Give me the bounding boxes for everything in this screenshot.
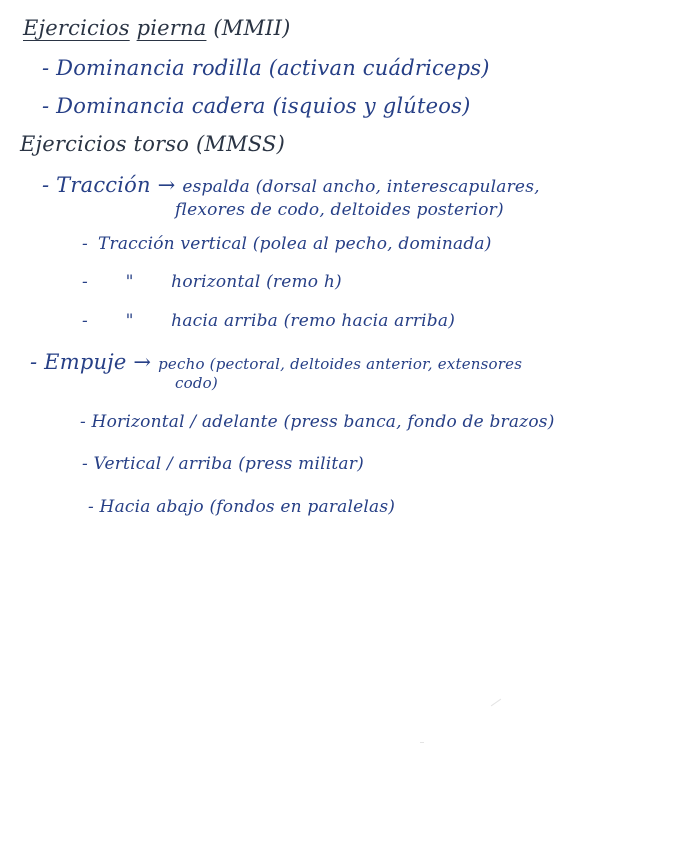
heading-legs-word2: pierna [136,16,207,40]
heading-legs [23,18,291,39]
legs-item-knee: - Dominancia rodilla (activan cuádriceps) [42,56,490,80]
traccion-label [42,175,540,196]
traccion-sub-horizontal-text: horizontal (remo h) [171,272,342,292]
dash: - [82,234,88,254]
empuje-desc-line1: pecho (pectoral, deltoides anterior, extensores [158,355,523,373]
ditto-mark: " [125,311,134,331]
empuje-label [30,352,522,373]
traccion-arrow-icon: → [157,173,176,197]
empuje-sub-vertical: - Vertical / arriba (press militar) [82,454,364,474]
dash: - [82,272,88,292]
traccion-sub-up-text: hacia arriba (remo hacia arriba) [171,311,456,331]
traccion-sub-up [82,313,455,330]
traccion-sub-vertical [82,236,492,253]
stray-mark [491,699,501,707]
empuje-sub-down: - Hacia abajo (fondos en paralelas) [88,497,396,517]
stray-mark [420,742,424,743]
traccion-desc-line1: espalda (dorsal ancho, interescapulares, [182,177,540,197]
legs-item-hip: - Dominancia cadera (isquios y glúteos) [42,94,471,118]
ditto-mark: " [125,272,134,292]
heading-torso: Ejercicios torso (MMSS) [20,132,285,156]
empuje-desc-line2: codo) [175,374,218,392]
empuje-arrow-icon: → [133,350,152,374]
heading-legs-tag: (MMII) [213,16,291,40]
traccion-sub-horizontal [82,274,342,291]
traccion-label-text: - Tracción [42,173,151,197]
traccion-desc-line2: flexores de codo, deltoides posterior) [175,200,504,220]
heading-legs-word1: Ejercicios [23,16,130,40]
empuje-label-text: - Empuje [30,350,127,374]
empuje-sub-horizontal: - Horizontal / adelante (press banca, fondo de brazos) [80,412,555,432]
traccion-sub-vertical-text: Tracción vertical (polea al pecho, dominada) [97,234,492,254]
dash: - [82,311,88,331]
